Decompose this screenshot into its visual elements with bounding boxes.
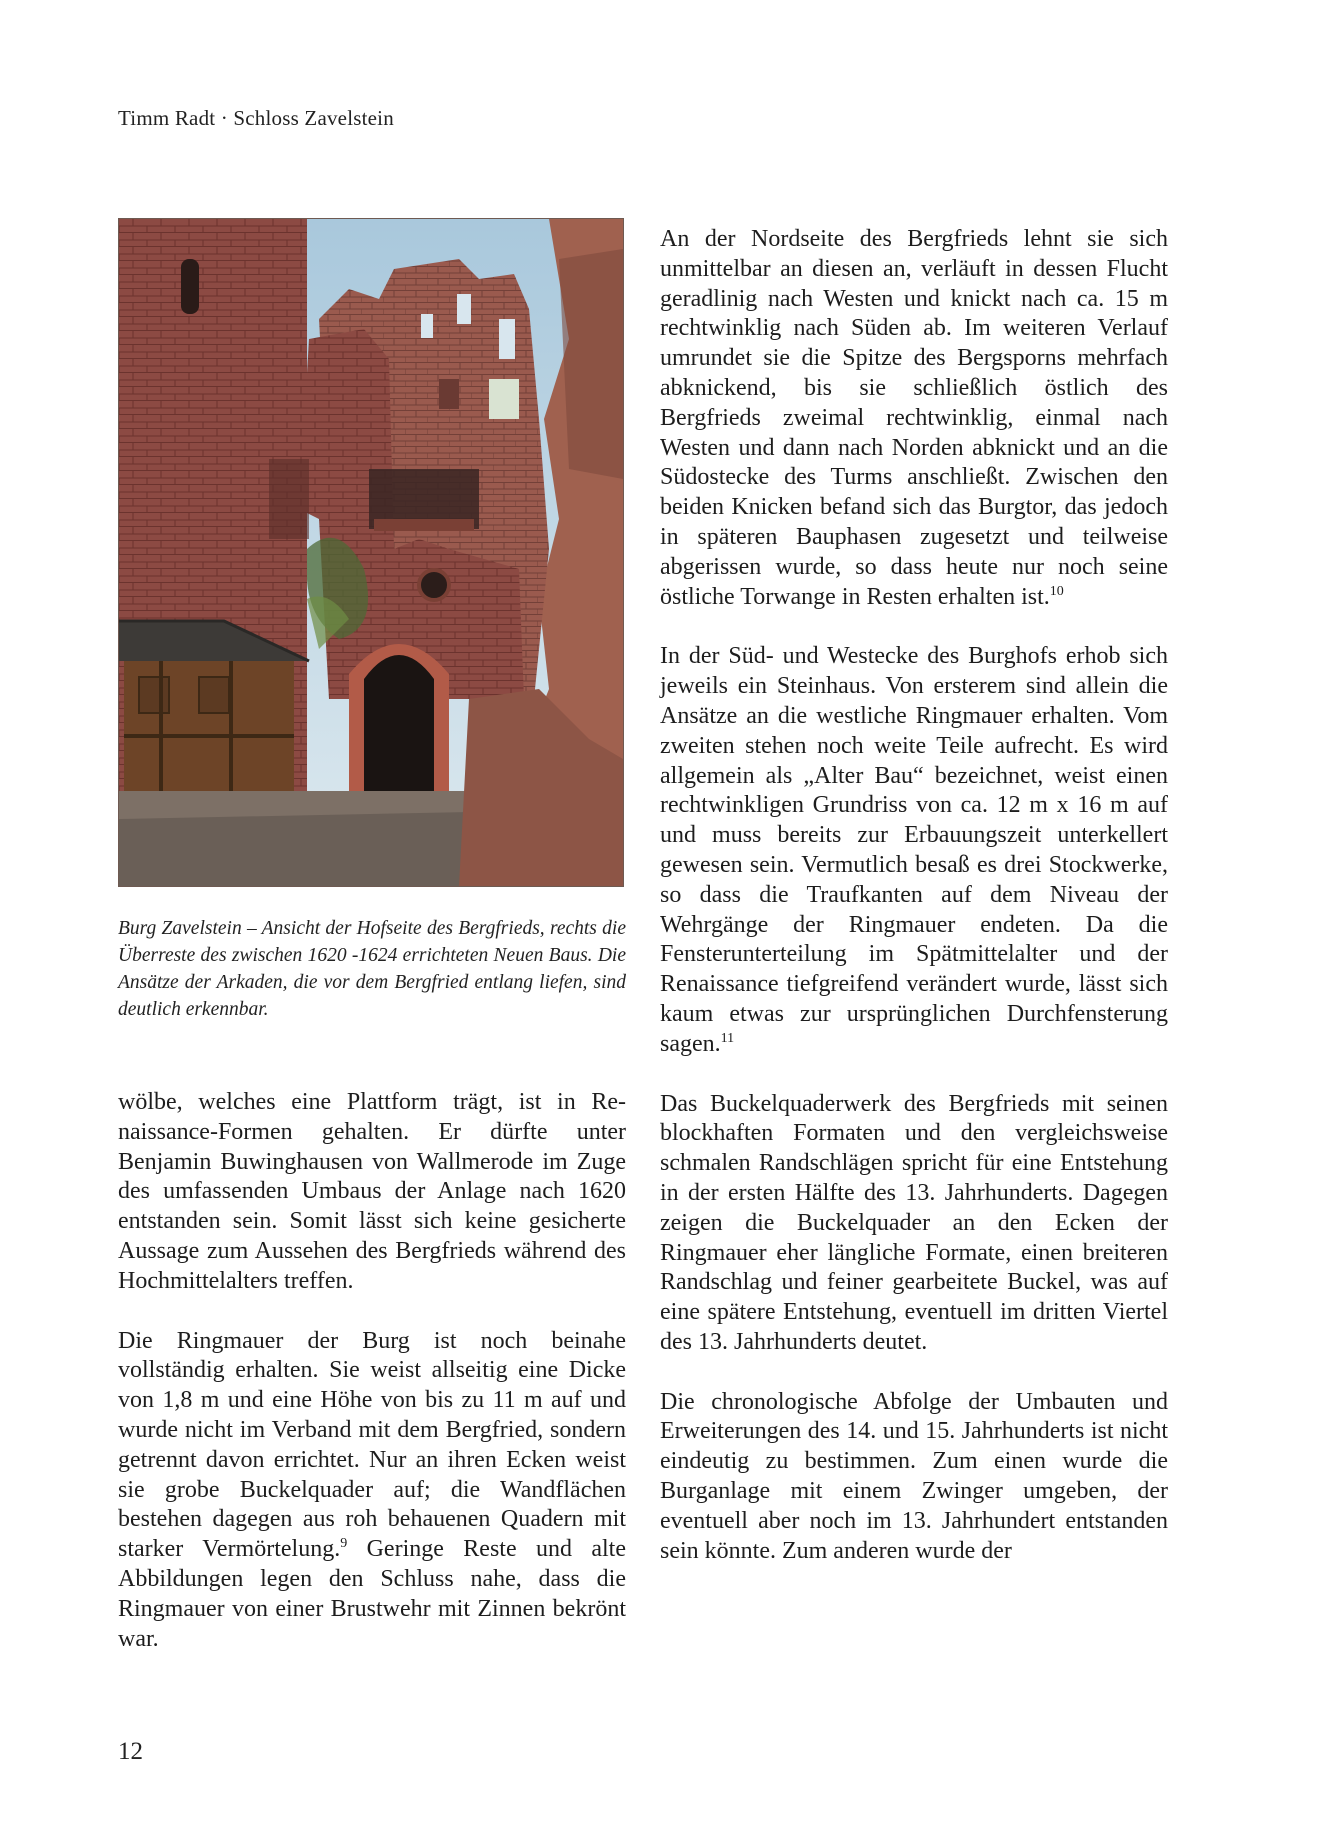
figure-caption-text: Burg Zavelstein – Ansicht der Hofseite des Bergfrieds, rechts die Überreste des zwischen 1620 -1624 errichteten Neuen Baus. Die Ansätze der Arkaden, die vor dem Bergfried entlang liefen, sind deutlich erkennbar. <box>118 918 626 1020</box>
footnote-ref-10[interactable]: 10 <box>1049 583 1064 599</box>
castle-photo <box>118 218 624 887</box>
left-paragraph-2 <box>118 1327 626 1655</box>
right-paragraph-2 <box>660 642 1168 1059</box>
right-paragraph-3: Das Buckelquaderwerk des Bergfrieds mit seinen blockhaften Formaten und den vergleichsweise schmalen Randschlägen spricht für eine Entstehung in der ersten Hälfte des 13. Jahrhunderts. Dagegen zeigen die Buckelquader an den Ecken der Ringmauer eher längliche Formate, einen breiteren Randschlag und feiner gearbeitete Buckel, was auf eine spätere Entstehung, eventuell im dritten Viertel des 13. Jahrhunderts deutet. <box>660 1090 1168 1355</box>
right-text-column <box>660 225 1168 1596</box>
footnote-ref-9[interactable]: 9 <box>340 1536 348 1552</box>
figure-caption <box>118 915 626 1023</box>
right-paragraph-1-text: An der Nordseite des Bergfrieds lehnt sie sich unmittelbar an diesen an, verläuft in dessen Flucht geradlinig nach Westen und knickt nach ca. 15 m rechtwinklig nach Süden ab. Im weiteren Verlauf umrundet sie die Spitze des Bergsporns mehrfach abknickend, bis sie schließlich östlich des Bergfrieds zweimal rechtwinklig, einmal nach Westen und dann nach Norden abknickt und an die Südostecke des Turms anschließt. Zwischen den beiden Knicken befand sich das Burgtor, das jedoch in späteren Bauphasen zugesetzt und teilweise abgerissen wurde, so dass heute nur noch seine östliche Torwange in Resten erhalten ist. <box>660 226 1168 610</box>
left-paragraph-2-continued: Geringe Reste und alte Abbildungen legen den Schluss nahe, dass die Ringmauer von einer Brustwehr mit Zinnen bekrönt war. <box>118 1536 627 1652</box>
right-paragraph-4: Die chronologische Abfolge der Umbauten und Erweiterungen des 14. und 15. Jahrhunderts ist nicht eindeutig zu bestimmen. Zum einen wurde die Burganlage mit einem Zwinger umgeben, der eventuell aber noch im 13. Jahrhundert entstanden sein könnte. Zum anderen wurde der <box>660 1388 1168 1564</box>
right-paragraph-2-text: In der Süd- und Westecke des Burghofs erhob sich jeweils ein Steinhaus. Von ersterem sind allein die Ansätze an die westliche Ringmauer erhalten. Vom zweiten stehen noch weite Teile aufrecht. Es wird allgemein als „Alter Bau“ bezeichnet, weist einen rechtwinkligen Grundriss von ca. 12 m x 16 m auf und muss bereits zur Erbauungszeit unterkellert gewesen sein. Vermutlich besaß es drei Stockwerke, so dass die Traufkanten auf dem Niveau der Wehrgänge der Ringmauer endeten. Da die Fensterunterteilung im Spätmittelalter und der Renaissance tiefgreifend verändert wurde, lässt sich kaum etwas zur ursprünglichen Durchfensterung sagen. <box>660 643 1168 1057</box>
page-number: 12 <box>118 1738 143 1765</box>
running-header: Timm Radt · Schloss Zavelstein <box>118 106 394 130</box>
left-paragraph-1: wölbe, welches eine Plattform trägt, ist in Renaissance-Formen gehalten. Er dürfte unter Benjamin Buwinghausen von Wallmerode im Zuge des umfassenden Umbaus der Anlage nach 1620 entstanden sein. Somit lässt sich keine gesicherte Aussage zum Aussehen des Bergfrieds während des Hochmittelalters treffen. <box>118 1089 626 1294</box>
left-paragraph-2-text: Die Ringmauer der Burg ist noch beinahe vollständig erhalten. Sie weist allseitig eine Dicke von 1,8 m und eine Höhe von bis zu 11 m auf und wurde nicht im Verband mit dem Bergfried, sondern getrennt davon errichtet. Nur an ihren Ecken weist sie grobe Buckelquader auf; die Wandflächen bestehen dagegen aus roh behauenen Quadern mit starker Vermörtelung. <box>118 1327 626 1563</box>
footnote-ref-11[interactable]: 11 <box>720 1030 735 1046</box>
right-paragraph-1 <box>660 225 1168 612</box>
left-text-column <box>118 1088 626 1684</box>
